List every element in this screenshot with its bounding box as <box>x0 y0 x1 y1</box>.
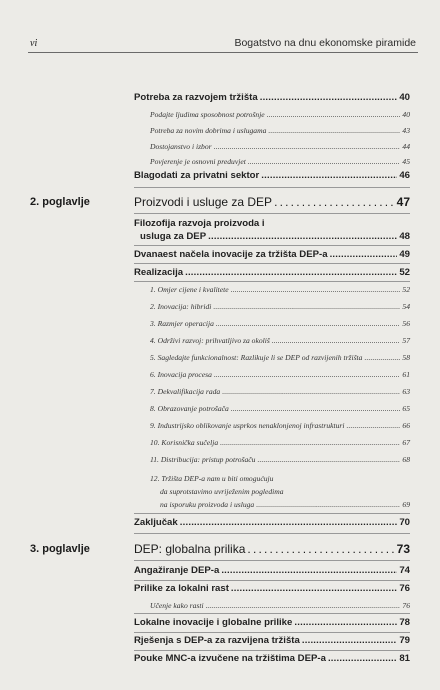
toc-subentry-line: 12. Tržišta DEP-a nam u biti omogućuju <box>150 474 274 483</box>
chapter-entry: DEP: globalna prilika ..... 73 <box>134 542 410 556</box>
toc-subentry: 6. Inovacija procesa ..... 61 <box>150 370 410 379</box>
toc-entry: Zaključak ..... 70 <box>134 517 410 528</box>
toc-subentry: 10. Korisnička sučelja ..... 67 <box>150 438 410 447</box>
separator <box>134 213 410 214</box>
header-rule <box>28 52 418 53</box>
toc-entry: Rješenja s DEP-a za razvijena tržišta ..... 79 <box>134 635 410 646</box>
toc-entry: Lokalne inovacije i globalne prilike ..... 78 <box>134 617 410 628</box>
separator <box>134 533 410 534</box>
separator <box>134 632 410 633</box>
toc-subentry-line: da suprotstavimo uvriježenim pogledima <box>160 487 284 496</box>
toc-entry: Prilike za lokalni rast ..... 76 <box>134 583 410 594</box>
toc-subentry: na isporuku proizvoda i usluga ..... 69 <box>160 500 410 509</box>
toc-subentry: 4. Održivi razvoj: prihvatljivo za okoliš ..... 57 <box>150 336 410 345</box>
separator <box>134 560 410 561</box>
toc-subentry: Učenje kako rasti ..... 76 <box>150 601 410 610</box>
toc-subentry: 7. Dekvalifikacija rada ..... 63 <box>150 387 410 396</box>
toc-subentry: 5. Sagledajte funkcionalnost: Razlikuje li se DEP od razvijenih tržišta ..... 58 <box>150 353 410 362</box>
toc-entry: usluga za DEP ..... 48 <box>140 231 410 242</box>
separator <box>134 263 410 264</box>
page-number: vi <box>30 38 38 49</box>
toc-subentry: Potreba za novim dobrima i uslugama ..... 43 <box>150 126 410 135</box>
separator <box>134 245 410 246</box>
separator <box>134 187 410 188</box>
toc-entry: Pouke MNC-a izvučene na tržištima DEP-a ..... 81 <box>134 653 410 664</box>
toc-subentry: 2. Inovacija: hibridi ..... 54 <box>150 302 410 311</box>
chapter-label: 2. poglavlje <box>30 196 90 208</box>
toc-subentry: 9. Industrijsko oblikovanje usprkos nenaklonjenoj infrastrukturi ..... 66 <box>150 421 410 430</box>
toc-subentry: 8. Obrazovanje potrošača ..... 65 <box>150 404 410 413</box>
separator <box>134 513 410 514</box>
toc-entry: Angažiranje DEP-a ..... 74 <box>134 565 410 576</box>
toc-subentry: 11. Distribucija: pristup potrošaču ..... 68 <box>150 455 410 464</box>
toc-entry: Realizacija ..... 52 <box>134 267 410 278</box>
toc-entry-line: Filozofija razvoja proizvoda i <box>134 218 265 229</box>
toc-entry: Potreba za razvojem tržišta ..... 40 <box>134 92 410 103</box>
toc-subentry: Podajte ljudima sposobnost potrošnje ..... 40 <box>150 110 410 119</box>
separator <box>134 650 410 651</box>
chapter-label: 3. poglavlje <box>30 543 90 555</box>
running-header-title: Bogatstvo na dnu ekonomske piramide <box>234 37 416 49</box>
separator <box>134 281 410 282</box>
toc-subentry: 1. Omjer cijene i kvalitete ..... 52 <box>150 285 410 294</box>
toc-subentry: Povjerenje je osnovni preduvjet ..... 45 <box>150 157 410 166</box>
toc-subentry: Dostojanstvo i izbor ..... 44 <box>150 142 410 151</box>
toc-subentry: 3. Razmjer operacija ..... 56 <box>150 319 410 328</box>
separator <box>134 580 410 581</box>
chapter-entry: Proizvodi i usluge za DEP ..... 47 <box>134 195 410 209</box>
toc-entry: Blagodati za privatni sektor ..... 46 <box>134 170 410 181</box>
separator <box>134 613 410 614</box>
toc-entry: Dvanaest načela inovacije za tržišta DEP-a ..... 49 <box>134 249 410 260</box>
